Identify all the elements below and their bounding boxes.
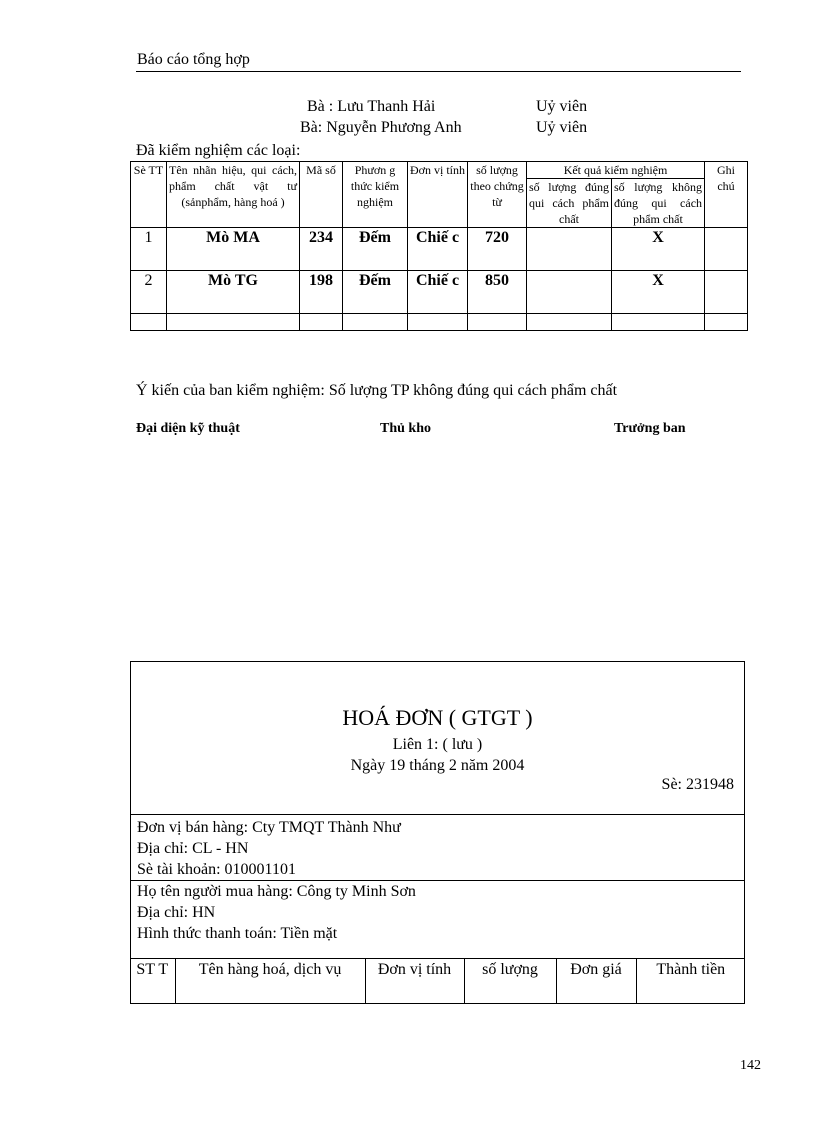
empty-cell [705, 314, 748, 331]
inspection-section-label: Đã kiểm nghiệm các loại: [136, 142, 301, 159]
table-row [131, 271, 748, 314]
invoice-divider [131, 814, 744, 815]
cell-unit: Chiế c [408, 271, 468, 314]
cell-not-ok-quantity: X [612, 228, 705, 271]
cell-quantity: 720 [468, 228, 527, 271]
cell-note [705, 228, 748, 271]
col-amount: Thành tiền [636, 959, 745, 1004]
cell-stt: 1 [131, 228, 167, 271]
header-result: Kết quả kiểm nghiệm [527, 162, 705, 179]
cell-not-ok-quantity: X [612, 271, 705, 314]
col-stt: ST T [130, 959, 175, 1004]
cell-unit: Chiế c [408, 228, 468, 271]
invoice-items-header [130, 959, 745, 1004]
empty-cell [408, 314, 468, 331]
cell-note [705, 271, 748, 314]
header-ok-quantity: số lượng đúng qui cách phẩm chất [527, 179, 612, 228]
cell-code: 234 [300, 228, 343, 271]
empty-cell [612, 314, 705, 331]
signature-technical: Đại diện kỹ thuật [136, 421, 240, 436]
invoice-number: Sè: 231948 [661, 776, 734, 793]
inspection-table [130, 161, 748, 331]
col-quantity: số lượng [464, 959, 556, 1004]
header-product-name: Tên nhãn hiệu, qui cách, phẩm chất vật tư (sảnphẩm, hàng hoá ) [167, 162, 300, 228]
col-unit: Đơn vị tính [365, 959, 464, 1004]
col-item-name: Tên hàng hoá, dịch vụ [175, 959, 365, 1004]
invoice-items-table [130, 958, 745, 1003]
cell-product-name: Mò MA [167, 228, 300, 271]
cell-method: Đếm [343, 271, 408, 314]
empty-cell [468, 314, 527, 331]
empty-cell [527, 314, 612, 331]
empty-cell [167, 314, 300, 331]
page-header-title: Báo cáo tổng hợp [137, 51, 250, 68]
signature-head: Trưởng ban [614, 421, 686, 436]
invoice-title: HOÁ ĐƠN ( GTGT ) [342, 705, 533, 730]
member-role: Uỷ viên [536, 119, 588, 136]
buyer-info [137, 881, 416, 944]
cell-product-name: Mò TG [167, 271, 300, 314]
header-note: Ghi chú [705, 162, 748, 228]
member-name: Bà: Nguyễn Phương Anh [300, 119, 462, 136]
empty-cell [300, 314, 343, 331]
seller-unit: Đơn vị bán hàng: Cty TMQT Thành Như [137, 819, 401, 836]
cell-code: 198 [300, 271, 343, 314]
empty-cell [131, 314, 167, 331]
table-row [131, 228, 748, 271]
seller-info [137, 817, 401, 880]
member-role: Uỷ viên [536, 98, 588, 115]
invoice-copy: Liên 1: ( lưu ) [392, 736, 483, 753]
member-name: Bà : Lưu Thanh Hải [307, 98, 436, 115]
cell-ok-quantity [527, 271, 612, 314]
cell-stt: 2 [131, 271, 167, 314]
inspection-opinion: Ý kiến của ban kiểm nghiệm: Số lượng TP không đúng qui cách phẩm chất [136, 382, 618, 399]
table-row-empty [131, 314, 748, 331]
header-divider [136, 71, 741, 72]
empty-cell [343, 314, 408, 331]
header-code: Mã số [300, 162, 343, 228]
seller-account: Sè tài khoản: 010001101 [137, 861, 296, 878]
col-unit-price: Đơn giá [556, 959, 636, 1004]
header-method: Phươn g thức kiểm nghiệm [343, 162, 408, 228]
buyer-address: Địa chỉ: HN [137, 904, 216, 921]
signature-storekeeper: Thủ kho [380, 421, 431, 436]
cell-method: Đếm [343, 228, 408, 271]
header-quantity: số lượng theo chứng từ [468, 162, 527, 228]
buyer-payment: Hình thức thanh toán: Tiền mặt [137, 925, 338, 942]
header-unit: Đơn vị tính [408, 162, 468, 228]
cell-ok-quantity [527, 228, 612, 271]
buyer-name: Họ tên người mua hàng: Công ty Minh Sơn [137, 883, 416, 900]
header-not-ok-quantity: số lượng không đúng qui cách phẩm chất [612, 179, 705, 228]
seller-address: Địa chỉ: CL - HN [137, 840, 249, 857]
invoice-date: Ngày 19 tháng 2 năm 2004 [350, 757, 525, 774]
vat-invoice [130, 661, 745, 1004]
cell-quantity: 850 [468, 271, 527, 314]
header-stt: Sè TT [131, 162, 167, 228]
page-number: 142 [740, 1058, 761, 1073]
